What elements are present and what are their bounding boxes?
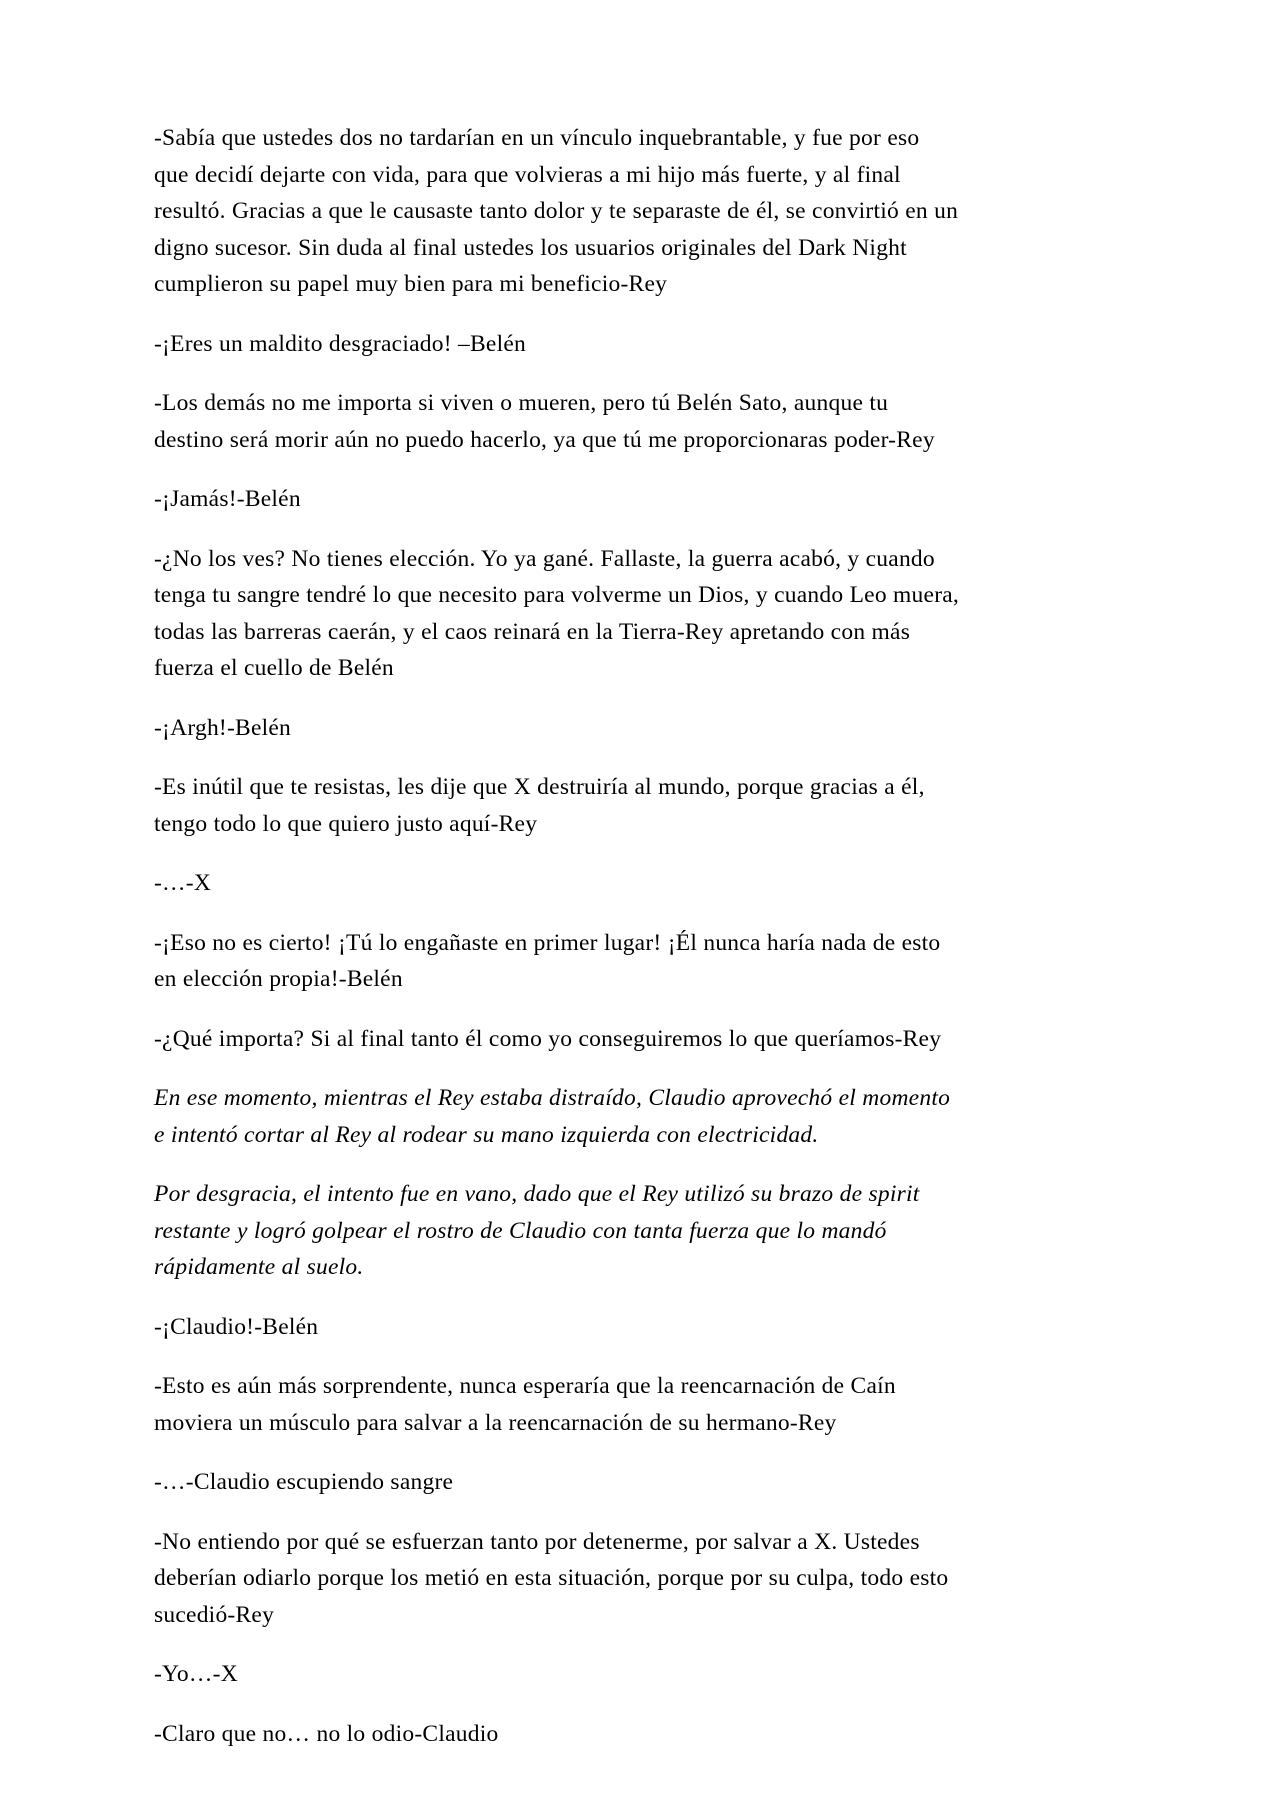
paragraph-italic: En ese momento, mientras el Rey estaba distraído, Claudio aprovechó el momento e intentó cortar al Rey al rodear su mano izquierda con electricidad.: [154, 1085, 951, 1148]
paragraph: -Yo…-X: [154, 1661, 238, 1687]
paragraph: -¡Claudio!-Belén: [154, 1313, 319, 1340]
paragraph: -¿Qué importa? Si al final tanto él como yo conseguiremos lo que queríamos-Rey: [154, 1025, 942, 1052]
paragraph: -Es inútil que te resistas, les dije que X destruiría al mundo, porque gracias a él, tengo todo lo que quiero justo aquí-Rey: [154, 774, 925, 837]
paragraph: -Los demás no me importa si viven o mueren, pero tú Belén Sato, aunque tu destino será morir aún no puedo hacerlo, ya que tú me proporcionaras poder-Rey: [154, 390, 935, 453]
paragraph: -¡Jamás!-Belén: [154, 486, 301, 512]
document-text-column: [154, 120, 960, 1752]
paragraph: -¡Eres un maldito desgraciado! –Belén: [154, 330, 526, 357]
paragraph: -…-X: [154, 870, 212, 896]
paragraph: -¡Eso no es cierto! ¡Tú lo engañaste en primer lugar! ¡Él nunca haría nada de esto en elección propia!-Belén: [154, 929, 941, 992]
paragraph: -¡Argh!-Belén: [154, 714, 292, 741]
paragraph: -¿No los ves? No tienes elección. Yo ya gané. Fallaste, la guerra acabó, y cuando tenga tu sangre tendré lo que necesito para volverme un Dios, y cuando Leo muera, todas las barreras caerán, y el caos reinará en la Tierra-Rey apretando con más fuerza el cuello de Belén: [154, 545, 960, 681]
paragraph: -Claro que no… no lo odio-Claudio: [154, 1720, 499, 1747]
paragraph: -Esto es aún más sorprendente, nunca esperaría que la reencarnación de Caín moviera un músculo para salvar a la reencarnación de su hermano-Rey: [154, 1373, 896, 1436]
paragraph-italic: Por desgracia, el intento fue en vano, dado que el Rey utilizó su brazo de spirit restante y logró golpear el rostro de Claudio con tanta fuerza que lo mandó rápidamente al suelo.: [154, 1181, 920, 1280]
paragraph: -…-Claudio escupiendo sangre: [154, 1469, 454, 1495]
paragraph: -No entiendo por qué se esfuerzan tanto por detenerme, por salvar a X. Ustedes deberían odiarlo porque los metió en esta situación, porque por su culpa, todo esto sucedió-Rey: [154, 1528, 949, 1628]
paragraph: -Sabía que ustedes dos no tardarían en un vínculo inquebrantable, y fue por eso que decidí dejarte con vida, para que volvieras a mi hijo más fuerte, y al final resultó. Gracias a que le causaste tanto dolor y te separaste de él, se convirtió en un digno sucesor. Sin duda al final ustedes los usuarios originales del Dark Night cumplieron su papel muy bien para mi beneficio-Rey: [154, 125, 959, 297]
